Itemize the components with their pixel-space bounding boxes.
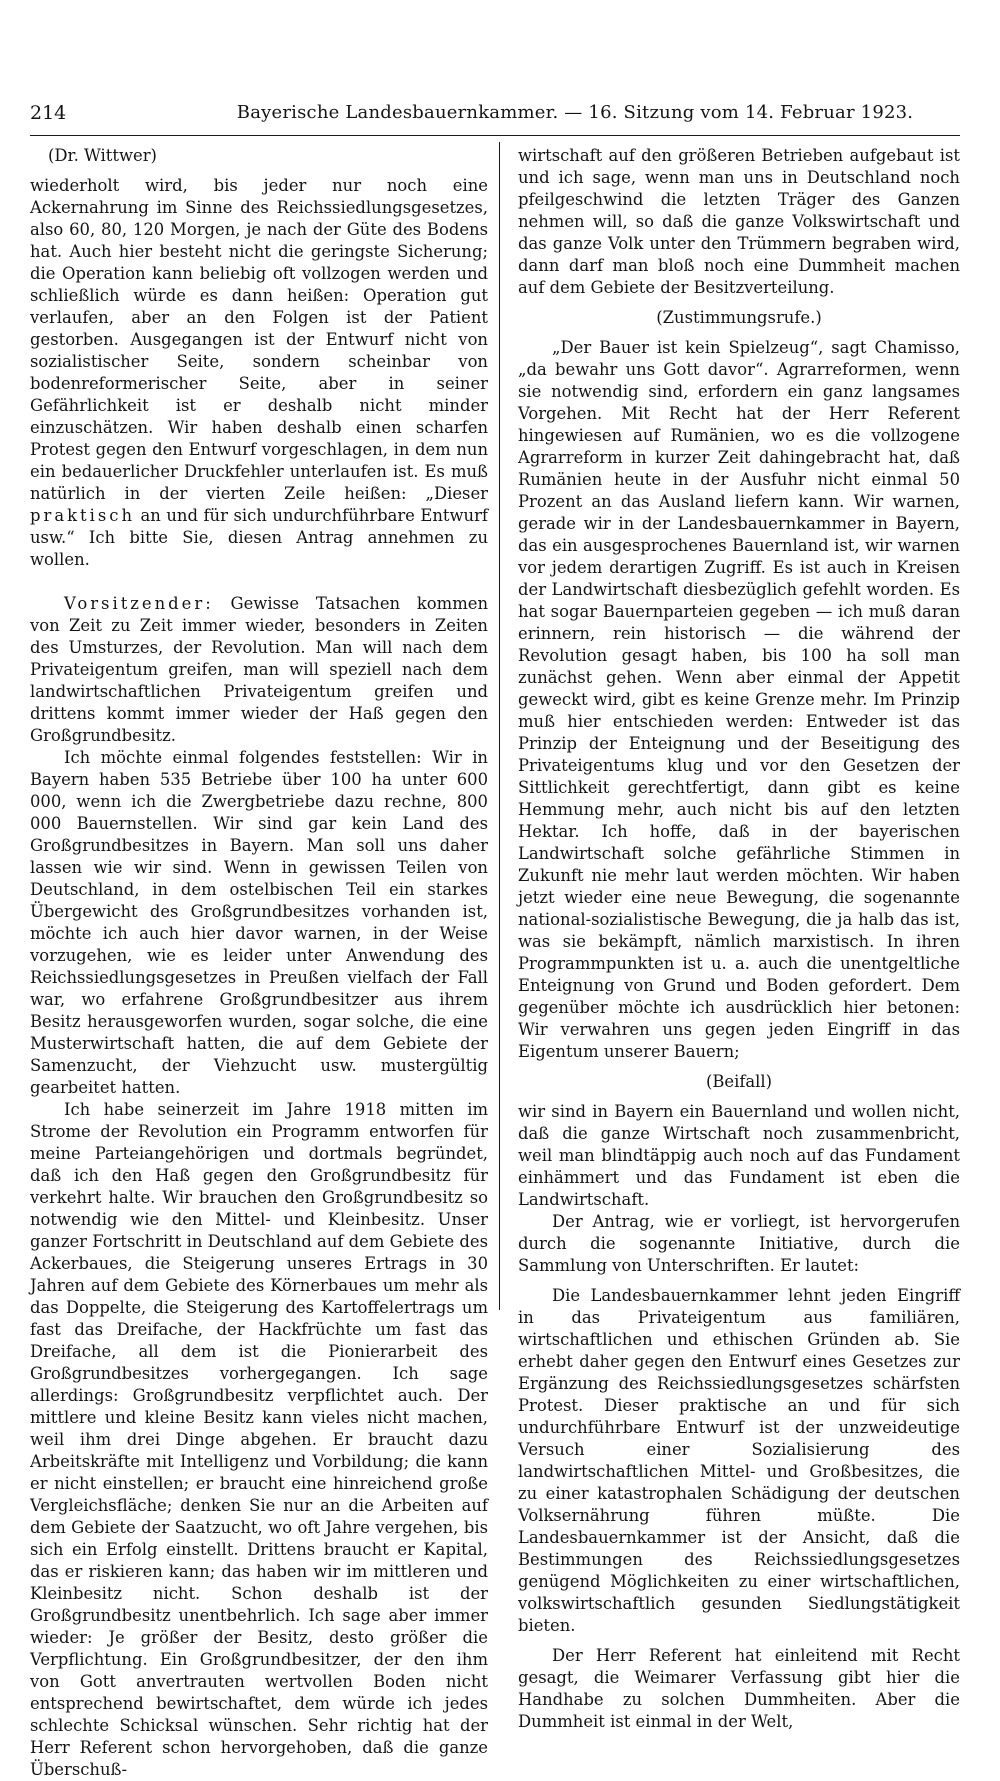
spacer bbox=[518, 1063, 960, 1071]
paragraph: Der Herr Referent hat einleitend mit Recht gesagt, die Weimarer Verfassung gibt hier die Handhabe zu solchen Dummheiten. Aber die Dummheit ist einmal in der Welt, bbox=[518, 1646, 960, 1731]
header-rule bbox=[30, 135, 960, 136]
paragraph: wirtschaft auf den größeren Betrieben aufgebaut ist und ich sage, wenn man uns in Deutschland noch pfeilgeschwind die letzten Träger des Ganzen nehmen will, so daß die ganze Volkswirtschaft und das ganze Volk unter den Trümmern begraben wird, dann darf man bloß noch eine Dummheit machen auf dem Gebiete der Besitzverteilung. bbox=[518, 146, 960, 297]
interjection: (Zustimmungsrufe.) bbox=[656, 308, 822, 327]
paragraph: Der Antrag, wie er vorliegt, ist hervorgerufen durch die sogenannte Initiative, durch die Sammlung von Unterschriften. Er lautet: bbox=[518, 1212, 960, 1275]
page-number: 214 bbox=[30, 102, 67, 124]
paragraph-text: an und für sich undurchführbare Entwurf usw.“ Ich bitte Sie, diesen Antrag annehmen zu wollen. bbox=[30, 506, 488, 569]
paragraph: Ich möchte einmal folgendes feststellen: Wir in Bayern haben 535 Betriebe über 100 ha unter 600 000, wenn ich die Zwergbetriebe dazu rechne, 800 000 Bauernstellen. Wir sind gar kein Land des Großgrundbesitzes in Bayern. Man soll uns daher lassen wie wir sind. Wenn in gewissen Teilen von Deutschland, in dem ostelbischen Teil ein starkes Übergewicht des Großgrundbesitzes vorhanden ist, möchte ich auch hier davor warnen, in der Weise vorzugehen, wie es leider unter Anwendung des Reichssiedlungsgesetzes in Preußen vielfach der Fall war, wo erfahrene Großgrundbesitzer aus ihrem Besitz herausgeworfen wurden, sogar solche, die eine Musterwirtschaft hatten, die auf dem Gebiete der Samenzucht, der Viehzucht usw. mustergültig gearbeitet hatten. bbox=[30, 748, 488, 1097]
paragraph: „Der Bauer ist kein Spielzeug“, sagt Chamisso, „da bewahr uns Gott davor“. Agrarreformen, wenn sie notwendig sind, erfordern ein ganz langsames Vorgehen. Mit Recht hat der Herr Referent hingewiesen auf Rumänien, wo es die vollzogene Agrarreform in kurzer Zeit dahingebracht hat, daß Rumänien heute in der Ausfuhr nicht einmal 50 Prozent an das Ausland liefern kann. Wir warnen, gerade wir in der Landesbauernkammer in Bayern, das ein ausgesprochenes Bauernland ist, wir warnen vor jedem derartigen Zugriff. Es ist auch in Kreisen der Landwirtschaft diesbezüglich gefehlt worden. Es hat sogar Bauernparteien gegeben — ich muß daran erinnern, rein historisch — die während der Revolution gesagt haben, bis 100 ha soll man zunächst gehen. Wenn aber einmal der Appetit geweckt wird, gibt es keine Grenze mehr. Im Prinzip muß hier entschieden werden: Entweder ist das Prinzip der Enteignung und der Beseitigung des Privateigentums klug und vor den Gesetzen der Sittlichkeit gerechtfertigt, dann gibt es keine Hemmung mehr, auch nicht bis auf den letzten Hektar. Ich hoffe, daß in der bayerischen Landwirtschaft solche gefährliche Stimmen in Zukunft nie mehr laut werden möchten. Wir haben jetzt wieder eine neue Bewegung, die sogenannte national-sozialistische Bewegung, die ja halb das ist, was sie bekämpft, nämlich marxistisch. In ihren Programmpunkten ist u. a. auch die unentgeltliche Enteignung von Grund und Boden gefordert. Dem gegenüber möchte ich ausdrücklich hier betonen: Wir verwahren uns gegen jeden Eingriff in das Eigentum unserer Bauern; bbox=[518, 338, 960, 1061]
spacer bbox=[30, 167, 488, 175]
paragraph-text: wiederholt wird, bis jeder nur noch eine Ackernahrung im Sinne des Reichssiedlungsgesetzes, also 60, 80, 120 Morgen, je nach der Güte des Bodens hat. Auch hier besteht nicht die geringste Sicherung; die Operation kann beliebig oft vollzogen werden und schließlich würde es dann heißen: Operation gut verlaufen, aber an den Folgen ist der Patient gestorben. Ausgegangen ist der Entwurf nicht von sozialistischer Seite, sondern scheinbar von bodenreformerischer Seite, aber in seiner Gefährlichkeit ist er deshalb nicht minder einzuschätzen. Wir haben deshalb einen scharfen Protest gegen den Entwurf vorgeschlagen, in dem nun ein bedauerlicher Druckfehler unterlaufen ist. Es muß natürlich in der vierten Zeile heißen: „Dieser bbox=[30, 176, 488, 503]
left-column bbox=[30, 145, 488, 1781]
page-header bbox=[30, 102, 960, 128]
emphasized-word: praktisch bbox=[30, 506, 136, 525]
paragraph: wir sind in Bayern ein Bauernland und wollen nicht, daß die ganze Wirtschaft noch zusammenbricht, weil man blindtäppig auch noch auf das Fundament einhämmert und das Fundament ist eben die Landwirtschaft. bbox=[518, 1102, 960, 1209]
running-head: Bayerische Landesbauernkammer. — 16. Sitzung vom 14. Februar 1923. bbox=[236, 102, 914, 123]
spacer bbox=[30, 571, 488, 593]
paragraph bbox=[30, 593, 488, 747]
interjection: (Beifall) bbox=[705, 1072, 773, 1091]
paragraph-text: Gewisse Tatsachen kommen von Zeit zu Zeit immer wieder, besonders in Zeiten des Umsturzes, der Revolution. Man will nach dem Privateigentum greifen, man will speziell nach dem landwirtschaftlichen Privateigentum greifen und drittens kommt immer wieder der Haß gegen den Großgrundbesitz. bbox=[30, 594, 489, 745]
quoted-motion: Die Landesbauernkammer lehnt jeden Eingriff in das Privateigentum aus familiären, wirtschaftlichen und ethischen Gründen ab. Sie erhebt daher gegen den Entwurf eines Gesetzes zur Ergänzung des Reichssiedlungsgesetzes schärfsten Protest. Dieser praktische an und für sich undurchführbare Entwurf ist der unzweideutige Versuch einer Sozialisierung des landwirtschaftlichen Mittel- und Großbesitzes, die zu einer katastrophalen Schädigung der deutschen Volksernährung führen müßte. Die Landesbauernkammer ist der Ansicht, daß die Bestimmungen des Reichssiedlungsgesetzes genügend Möglichkeiten zu einer wirtschaftlichen, volkswirtschaftlich gesunden Siedlungstätigkeit bieten. bbox=[518, 1286, 960, 1635]
spacer bbox=[518, 1277, 960, 1285]
speaker-name: Vorsitzender: bbox=[64, 594, 214, 613]
spacer bbox=[518, 1093, 960, 1101]
paragraph: Ich habe seinerzeit im Jahre 1918 mitten im Strome der Revolution ein Programm entworfen für meine Parteiangehörigen und dortmals begründet, daß ich den Haß gegen den Großgrundbesitz für verkehrt halte. Wir brauchen den Großgrundbesitz so notwendig wie den Mittel- und Kleinbesitz. Unser ganzer Fortschritt in Deutschland auf dem Gebiete des Ackerbaues, die Steigerung unseres Ertrags in 30 Jahren auf dem Gebiete des Körnerbaues um mehr als das Doppelte, die Steigerung des Kartoffelertrags um fast das Dreifache, der Hackfrüchte um fast das Dreifache, all dem ist die Pionierarbeit des Großgrundbesitzes vorhergegangen. Ich sage allerdings: Großgrundbesitz verpflichtet auch. Der mittlere und kleine Besitz kann vieles nicht machen, weil ihm drei Dinge abgehen. Er braucht dazu Arbeitskräfte mit Intelligenz und Vorbildung; die kann er nicht einstellen; er braucht eine hinreichend große Vergleichsfläche; denken Sie nur an die Arbeiten auf dem Gebiete der Saatzucht, wo oft Jahre vergehen, bis sich ein Erfolg einstellt. Drittens braucht er Kapital, das er riskieren kann; das haben wir im mittleren und Kleinbesitz nicht. Schon deshalb ist der Großgrundbesitz unentbehrlich. Ich sage aber immer wieder: Je größer der Besitz, desto größer die Verpflichtung. Ein Großgrundbesitzer, der den ihm von Gott anvertrauten wertvollen Boden nicht entsprechend bewirtschaftet, dem würde ich jedes schlechte Schicksal wünschen. Sehr richtig hat der Herr Referent schon hervorgehoben, daß die ganze Überschuß- bbox=[30, 1100, 488, 1779]
column-divider bbox=[499, 142, 500, 1310]
spacer bbox=[518, 299, 960, 307]
spacer bbox=[518, 1637, 960, 1645]
right-column bbox=[518, 145, 960, 1733]
spacer bbox=[518, 329, 960, 337]
speaker-tag: (Dr. Wittwer) bbox=[48, 146, 157, 165]
paragraph bbox=[30, 175, 488, 571]
